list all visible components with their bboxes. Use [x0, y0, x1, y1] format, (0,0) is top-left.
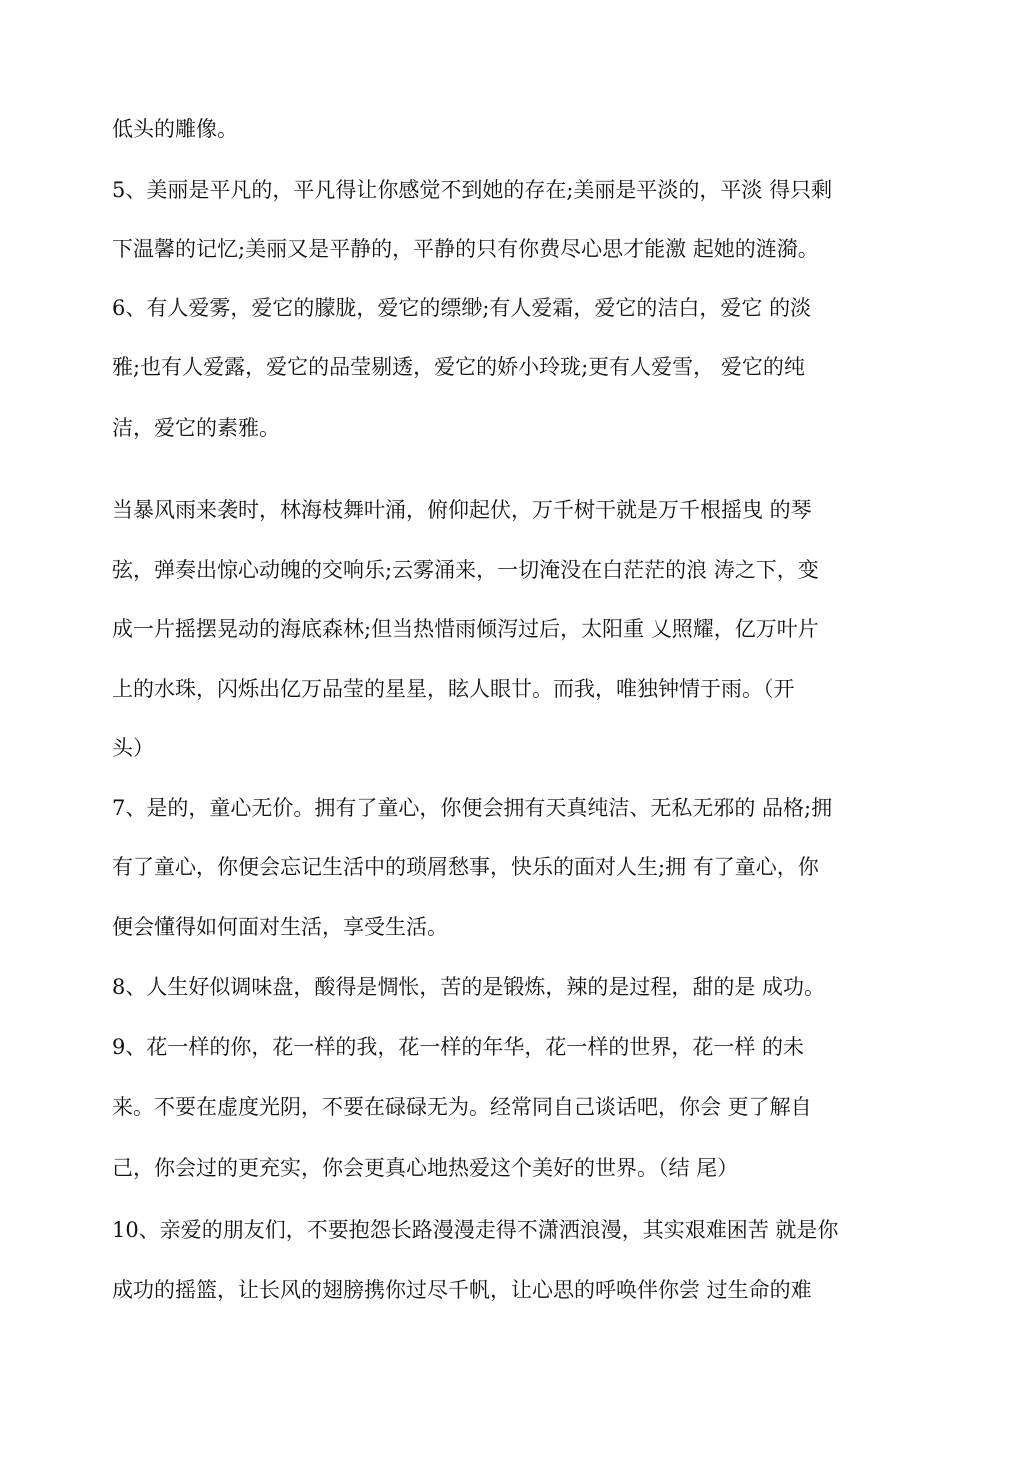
text-line: 成一片摇摆晃动的海底森林;但当热惜雨倾泻过后，太阳重 乂照耀，亿万叶片 [112, 617, 819, 641]
text-line: 有了童心，你便会忘记生活中的琐屑愁事，快乐的面对人生;拥 有了童心，你 [112, 855, 819, 879]
text-line: 低头的雕像。 [112, 117, 238, 141]
text-line: 上的水珠，闪烁出亿万品莹的星星，眩人眼廿。而我，唯独钟情于雨。（开 [112, 677, 795, 701]
text-line: 9、花一样的你，花一样的我，花一样的年华，花一样的世界，花一样 的未 [112, 1035, 805, 1059]
text-line: 便会懂得如何面对生活，享受生活。 [112, 915, 448, 939]
text-line: 己，你会过的更充实，你会更真心地热爱这个美好的世界。（结 尾） [112, 1156, 739, 1180]
text-line: 头） [112, 736, 154, 760]
text-line: 弦，弹奏出惊心动魄的交响乐;云雾涌来，一切淹没在白茫茫的浪 涛之下，变 [112, 558, 819, 582]
text-line: 10、亲爱的朋友们，不要抱怨长路漫漫走得不潇洒浪漫，其实艰难困苦 就是你 [112, 1218, 839, 1242]
text-line: 7、是的，童心无价。拥有了童心，你便会拥有天真纯洁、无私无邪的 品格;拥 [112, 796, 833, 820]
text-line: 8、人生好似调味盘，酸得是惆怅，苦的是锻炼，辣的是过程，甜的是 成功。 [112, 975, 826, 999]
text-line: 来。不要在虚度光阴，不要在碌碌无为。经常同自己谈话吧，你会 更了解自 [112, 1095, 812, 1119]
text-line: 当暴风雨来袭时，林海枝舞叶涌，俯仰起伏，万千树干就是万千根摇曳 的琴 [112, 498, 812, 522]
text-line: 洁，爱它的素雅。 [112, 416, 280, 440]
text-line: 成功的摇篮，让长风的翅膀携你过尽千帆，让心思的呼唤伴你尝 过生命的难 [112, 1278, 812, 1302]
text-line: 6、有人爱雾，爱它的朦胧，爱它的缥缈;有人爱霜，爱它的洁白，爱它 的淡 [112, 296, 812, 320]
text-line: 下温馨的记忆;美丽又是平静的，平静的只有你费尽心思才能激 起她的涟漪。 [112, 237, 819, 261]
text-line: 5、美丽是平凡的，平凡得让你感觉不到她的存在;美丽是平淡的，平淡 得只剩 [112, 178, 833, 202]
text-line: 雅;也有人爱露，爱它的品莹剔透，爱它的娇小玲珑;更有人爱雪， 爱它的纯 [112, 355, 805, 379]
